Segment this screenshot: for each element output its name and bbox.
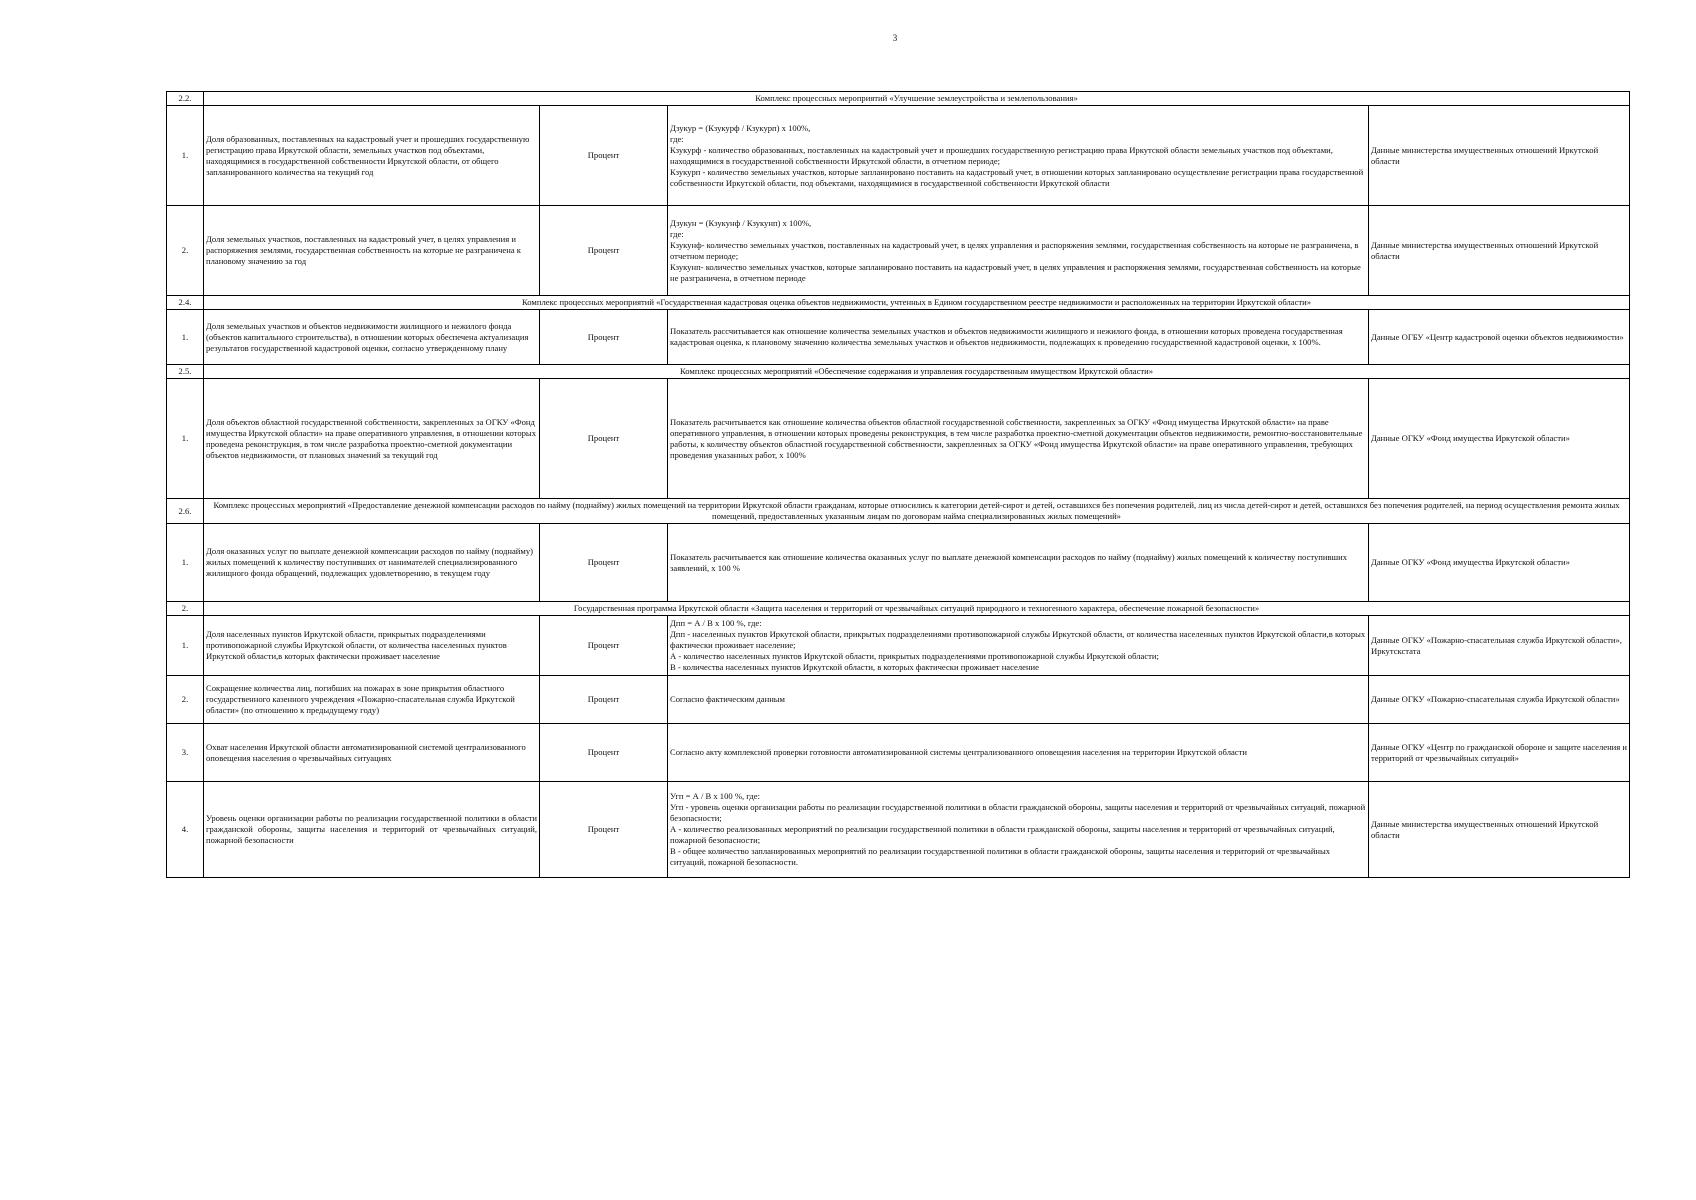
calculation-method	[668, 524, 1369, 602]
indicator-row	[167, 616, 1630, 676]
indicator-row	[167, 724, 1630, 782]
row-number: 1.	[167, 379, 204, 499]
indicator-name: Доля объектов областной государственной собственности, закрепленных за ОГКУ «Фонд имущества Иркутской области» на праве оперативного управления, в отношении которых проведена реконструкция, в том числе разработка проектно-сметной документации объектов недвижимости, от плановых значений за текущий год	[204, 379, 540, 499]
unit-of-measure: Процент	[540, 379, 668, 499]
indicator-name: Доля образованных, поставленных на кадастровый учет и прошедших государственную регистрацию права Иркутской области, земельных участков под объектами, находящимися в государственной собственности Иркутской области, от общего запланированного количества на текущий год	[204, 106, 540, 206]
method-line: Дпп - населенных пунктов Иркутской области, прикрытых подразделениями противопожарной службы Иркутской области, от количества населенных пунктов Иркутской области,в которых фактически проживает население;	[670, 629, 1366, 650]
indicator-name: Сокращение количества лиц, погибших на пожарах в зоне прикрытия областного государственного казенного учреждения «Пожарно-спасательная служба Иркутской области» (по отношению к предыдущему году)	[204, 676, 540, 724]
section-row	[167, 365, 1630, 379]
unit-of-measure: Процент	[540, 310, 668, 365]
section-title: Комплекс процессных мероприятий «Предоставление денежной компенсации расходов по найму (поднайму) жилых помещений на территории Иркутской области гражданам, которые относились к категории детей-сирот и детей, оставшихся без попечения родителей, лиц из числа детей-сирот и детей, оставшихся без попечения родителей, на период осуществления ремонта жилых помещений, предоставленных указанным лицам по договорам найма специализированных жилых помещений»	[204, 499, 1630, 524]
section-title: Комплекс процессных мероприятий «Государственная кадастровая оценка объектов недвижимости, учтенных в Едином государственном реестре недвижимости и расположенных на территории Иркутской области»	[204, 296, 1630, 310]
calculation-method	[668, 310, 1369, 365]
section-number: 2.	[167, 602, 204, 616]
method-line: Угп - уровень оценки организации работы по реализации государственной политики в области гражданской обороны, защиты населения и территорий от чрезвычайных ситуаций, пожарной безопасности;	[670, 802, 1366, 823]
indicator-name: Доля земельных участков, поставленных на кадастровый учет, в целях управления и распоряжения землями, государственная собственность на которые не разграничена к плановому значению за год	[204, 206, 540, 296]
method-line: Кзукунф- количество земельных участков, поставленных на кадастровый учет, в целях управления и распоряжения землями, государственная собственность на которые не разграничена, в отчетном периоде;	[670, 239, 1359, 261]
indicator-row	[167, 106, 1630, 206]
section-row	[167, 602, 1630, 616]
section-number: 2.6.	[167, 499, 204, 524]
section-row	[167, 92, 1630, 106]
method-line: В - общее количество запланированных мероприятий по реализации государственной политики в области гражданской обороны, защиты населения и территорий от чрезвычайных ситуаций, пожарной безопасности.	[670, 846, 1331, 867]
section-row	[167, 296, 1630, 310]
indicator-row	[167, 782, 1630, 878]
indicator-row	[167, 206, 1630, 296]
row-number: 1.	[167, 616, 204, 676]
unit-of-measure: Процент	[540, 616, 668, 676]
calculation-method	[668, 379, 1369, 499]
method-line: В - количества населенных пунктов Иркутской области, в которых фактически проживает население	[670, 662, 1039, 672]
calculation-method	[668, 106, 1369, 206]
method-line: Кзукунп- количество земельных участков, которые запланировано поставить на кадастровый учет, в целях управления и распоряжения землями, государственная собственность на которые не разграничена, в отчетном периоде	[670, 261, 1361, 283]
data-source: Данные министерства имущественных отношений Иркутской области	[1369, 782, 1630, 878]
data-source: Данные ОГКУ «Фонд имущества Иркутской области»	[1369, 524, 1630, 602]
indicator-row	[167, 676, 1630, 724]
page-number: 3	[892, 33, 898, 43]
indicator-row	[167, 524, 1630, 602]
indicators-table-body	[167, 92, 1630, 878]
unit-of-measure: Процент	[540, 724, 668, 782]
unit-of-measure: Процент	[540, 782, 668, 878]
unit-of-measure: Процент	[540, 206, 668, 296]
row-number: 2.	[167, 206, 204, 296]
data-source: Данные ОГКУ «Центр по гражданской обороне и защите населения и территорий от чрезвычайных ситуаций»	[1369, 724, 1630, 782]
indicator-name: Охват населения Иркутской области автоматизированной системой централизованного оповещения населения о чрезвычайных ситуациях	[204, 724, 540, 782]
row-number: 1.	[167, 310, 204, 365]
unit-of-measure: Процент	[540, 676, 668, 724]
indicators-table	[166, 91, 1630, 878]
method-line: Дпп = А / В х 100 %, где:	[670, 618, 762, 628]
row-number: 3.	[167, 724, 204, 782]
method-line: Дзукур = (Кзукурф / Кзукурп) х 100%,	[670, 122, 811, 133]
section-number: 2.5.	[167, 365, 204, 379]
calculation-method	[668, 676, 1369, 724]
section-row	[167, 499, 1630, 524]
section-title: Комплекс процессных мероприятий «Улучшение землеустройства и землепользования»	[204, 92, 1630, 106]
method-line: Согласно фактическим данным	[670, 694, 785, 704]
section-number: 2.2.	[167, 92, 204, 106]
unit-of-measure: Процент	[540, 524, 668, 602]
method-line: Показатель рассчитывается как отношение количества земельных участков и объектов недвижимости жилищного и нежилого фонда, в отношении которых проведена государственная кадастровая оценка, к плановому значению количества земельных участков и объектов недвижимости, подлежащих к проведению государственной кадастровой оценки, х 100%.	[670, 326, 1343, 347]
calculation-method	[668, 782, 1369, 878]
method-line: Кзукурф - количество образованных, поставленных на кадастровый учет и прошедших государственную регистрацию права Иркутской области земельных участков под объектами, находящимися в государственной собственности Иркутской области, в отчетном периоде;	[670, 144, 1333, 166]
section-title: Комплекс процессных мероприятий «Обеспечение содержания и управления государственным имуществом Иркутской области»	[204, 365, 1630, 379]
indicator-row	[167, 379, 1630, 499]
row-number: 2.	[167, 676, 204, 724]
method-line: Согласно акту комплексной проверки готовности автоматизированной системы централизованного оповещения населения на территории Иркутской области	[670, 747, 1247, 757]
data-source: Данные ОГБУ «Центр кадастровой оценки объектов недвижимости»	[1369, 310, 1630, 365]
row-number: 1.	[167, 524, 204, 602]
row-number: 4.	[167, 782, 204, 878]
calculation-method	[668, 616, 1369, 676]
indicator-name: Доля населенных пунктов Иркутской области, прикрытых подразделениями противопожарной службы Иркутской области, от количества населенных пунктов Иркутской области,в которых фактически проживает население	[204, 616, 540, 676]
indicator-row	[167, 310, 1630, 365]
indicator-name: Уровень оценки организации работы по реализации государственной политики в области гражданской обороны, защиты населения и территорий от чрезвычайных ситуаций, пожарной безопасности	[204, 782, 540, 878]
unit-of-measure: Процент	[540, 106, 668, 206]
method-line: где:	[670, 228, 684, 239]
method-line: Показатель расчитывается как отношение количества оказанных услуг по выплате денежной компенсации расходов по найму (поднайму) жилых помещений к количеству поступивших заявлений, х 100 %	[670, 551, 1348, 573]
data-source: Данные ОГКУ «Пожарно-спасательная служба Иркутской области», Иркутскстата	[1369, 616, 1630, 676]
method-line: Дзукун = (Кзукунф / Кзукунп) х 100%,	[670, 217, 812, 228]
data-source: Данные министерства имущественных отношений Иркутской области	[1369, 106, 1630, 206]
method-line: Угп = А / В х 100 %, где:	[670, 791, 760, 801]
indicator-name: Доля оказанных услуг по выплате денежной компенсации расходов по найму (поднайму) жилых помещений к количеству поступивших от нанимателей специализированного жилищного фонда обращений, подлежащих удовлетворению, в текущем году	[204, 524, 540, 602]
calculation-method	[668, 206, 1369, 296]
data-source: Данные ОГКУ «Фонд имущества Иркутской области»	[1369, 379, 1630, 499]
method-line: где:	[670, 133, 684, 144]
calculation-method	[668, 724, 1369, 782]
section-number: 2.4.	[167, 296, 204, 310]
section-title: Государственная программа Иркутской области «Защита населения и территорий от чрезвычайных ситуаций природного и техногенного характера, обеспечение пожарной безопасности»	[204, 602, 1630, 616]
method-line: Показатель расчитывается как отношение количества объектов областной государственной собственности, закрепленных за ОГКУ «Фонд имущества Иркутской области» на праве оперативного управления, в отношении которых проведены реконструкция, в тем числе разработка проектно-сметной документации объектов недвижимости, ремонтно-восстановительные работы, к количеству объектов областной государственной собственности, закрепленных за ОГКУ «Фонд имущества Иркутской области» на праве оперативного управления, требующих проведения указанных работ, х 100%	[670, 416, 1363, 460]
row-number: 1.	[167, 106, 204, 206]
method-line: Кзукурп - количество земельных участков, которые запланировано поставить на кадастровый учет, в отношении которых запланировано осуществление регистрации права государственной собственности Иркутской области, под объектами, находящимися в государственной собственности Иркутской области	[670, 166, 1364, 188]
method-line: А - количество реализованных мероприятий по реализации государственной политики в области гражданской обороны, защиты населения и территорий от чрезвычайных ситуаций, пожарной безопасности;	[670, 824, 1335, 845]
data-source: Данные министерства имущественных отношений Иркутской области	[1369, 206, 1630, 296]
method-line: А - количество населенных пунктов Иркутской области, прикрытых подразделениями противопожарной службы Иркутской области;	[670, 651, 1159, 661]
indicator-name: Доля земельных участков и объектов недвижимости жилищного и нежилого фонда (объектов капитального строительства), в отношении которых обеспечена актуализация результатов государственной кадастровой оценки, согласно утвержденному плану	[204, 310, 540, 365]
data-source: Данные ОГКУ «Пожарно-спасательная служба Иркутской области»	[1369, 676, 1630, 724]
